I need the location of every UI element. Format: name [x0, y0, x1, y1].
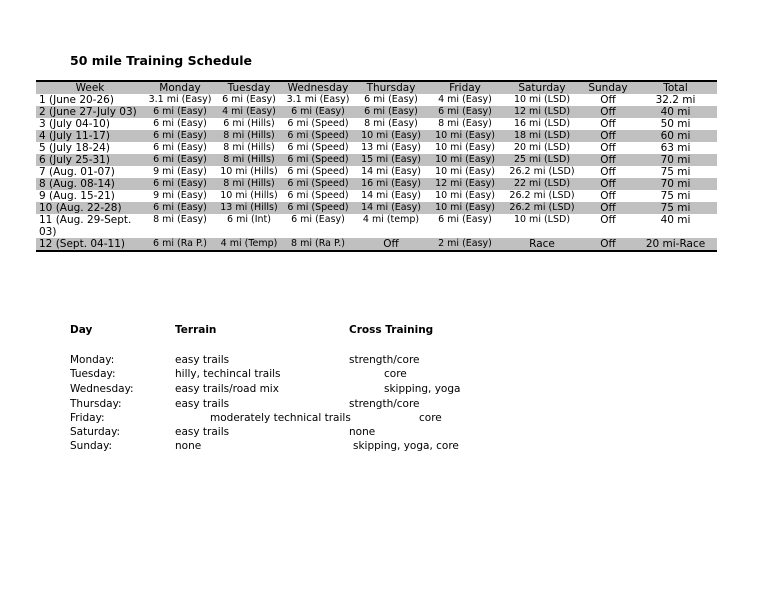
cell-monday: 6 mi (Easy) [144, 154, 216, 166]
notes-terrain: easy trails [175, 398, 230, 410]
cell-saturday: 25 mi (LSD) [502, 154, 582, 166]
cell-monday: 9 mi (Easy) [153, 166, 207, 177]
cell-week: 9 (Aug. 15-21) [39, 190, 115, 202]
cell-thursday: 8 mi (Easy) [364, 118, 418, 129]
table-row [36, 142, 717, 154]
cell-week: 10 (Aug. 22-28) [36, 202, 144, 214]
cell-monday: 9 mi (Easy) [153, 190, 207, 201]
cell-friday: 4 mi (Easy) [438, 94, 492, 105]
notes-terrain: easy trails [175, 426, 230, 438]
cell-wednesday: 6 mi (Speed) [282, 154, 354, 166]
cell-tuesday: 13 mi (Hills) [216, 202, 282, 214]
cell-sunday: Off [600, 166, 616, 178]
col-thursday: Thursday [354, 81, 428, 94]
table-row [36, 166, 717, 178]
cell-wednesday: 3.1 mi (Easy) [286, 94, 350, 105]
cell-week: 11 (Aug. 29-Sept. 03) [39, 214, 132, 238]
cell-friday: 6 mi (Easy) [438, 214, 492, 225]
table-row [36, 178, 717, 190]
cell-saturday: 22 mi (LSD) [502, 178, 582, 190]
notes-cross: strength/core [349, 354, 420, 366]
cell-friday: 10 mi (Easy) [435, 166, 495, 177]
table-row [36, 94, 717, 106]
notes-day: Tuesday: [70, 368, 116, 380]
notes-day: Monday: [70, 354, 115, 366]
cell-thursday: 6 mi (Easy) [364, 94, 418, 105]
cell-total: 70 mi [634, 178, 717, 190]
cell-monday: 8 mi (Easy) [153, 214, 207, 225]
cell-tuesday: 10 mi (Hills) [220, 190, 278, 201]
cell-total: 40 mi [634, 106, 717, 118]
notes-cross: strength/core [349, 398, 420, 410]
cell-week: 12 (Sept. 04-11) [36, 238, 144, 251]
cell-week: 7 (Aug. 01-07) [39, 166, 115, 178]
cell-tuesday: 4 mi (Easy) [216, 106, 282, 118]
cell-sunday: Off [582, 178, 634, 190]
cell-monday: 6 mi (Easy) [144, 106, 216, 118]
cell-tuesday: 8 mi (Hills) [216, 178, 282, 190]
cell-week: 6 (July 25-31) [36, 154, 144, 166]
cell-monday: 6 mi (Ra P.) [144, 238, 216, 251]
cell-sunday: Off [582, 238, 634, 251]
cell-thursday: 13 mi (Easy) [361, 142, 421, 153]
cell-week: 5 (July 18-24) [39, 142, 110, 154]
schedule-title: 50 mile Training Schedule [70, 53, 252, 68]
notes-day: Sunday: [70, 440, 113, 452]
cell-tuesday: 6 mi (Int) [227, 214, 271, 225]
cell-wednesday: 6 mi (Speed) [282, 202, 354, 214]
cell-sunday: Off [582, 130, 634, 142]
table-row [36, 130, 717, 142]
cell-thursday: Off [354, 238, 428, 251]
col-sunday: Sunday [582, 81, 634, 94]
cell-total: 50 mi [660, 118, 691, 130]
cell-monday: 6 mi (Easy) [144, 178, 216, 190]
notes-terrain-header: Terrain [175, 324, 217, 336]
notes-terrain: hilly, techincal trails [175, 368, 281, 380]
cell-tuesday: 4 mi (Temp) [216, 238, 282, 251]
cell-saturday: 16 mi (LSD) [513, 118, 571, 129]
col-tuesday: Tuesday [216, 81, 282, 94]
notes-terrain: easy trails [175, 354, 230, 366]
cell-monday: 6 mi (Easy) [153, 118, 207, 129]
cell-saturday: 26.2 mi (LSD) [502, 202, 582, 214]
notes-cross: skipping, yoga, core [353, 440, 459, 452]
cell-tuesday: 8 mi (Hills) [223, 142, 275, 153]
col-monday: Monday [144, 81, 216, 94]
cell-wednesday: 6 mi (Easy) [291, 214, 345, 225]
cell-wednesday: 6 mi (Speed) [287, 190, 349, 201]
cell-sunday: Off [582, 154, 634, 166]
cell-wednesday: 6 mi (Easy) [282, 106, 354, 118]
cell-thursday: 14 mi (Easy) [361, 190, 421, 201]
cell-total: 75 mi [660, 190, 691, 202]
cell-thursday: 16 mi (Easy) [354, 178, 428, 190]
table-row [36, 190, 717, 202]
notes-cross: none [349, 426, 376, 438]
cell-wednesday: 6 mi (Speed) [287, 142, 349, 153]
cell-tuesday: 8 mi (Hills) [216, 130, 282, 142]
cell-friday: 10 mi (Easy) [428, 130, 502, 142]
col-total: Total [634, 81, 717, 94]
table-row [36, 238, 717, 251]
cell-week: 3 (July 04-10) [39, 118, 110, 130]
cell-thursday: 10 mi (Easy) [354, 130, 428, 142]
cell-sunday: Off [582, 202, 634, 214]
cell-friday: 10 mi (Easy) [435, 190, 495, 201]
col-saturday: Saturday [502, 81, 582, 94]
notes-day: Thursday: [70, 398, 122, 410]
cell-saturday: 10 mi (LSD) [513, 94, 571, 105]
cell-friday: 10 mi (Easy) [435, 142, 495, 153]
cell-friday: 2 mi (Easy) [428, 238, 502, 251]
cell-monday: 6 mi (Easy) [144, 130, 216, 142]
cell-sunday: Off [600, 142, 616, 154]
cell-wednesday: 8 mi (Ra P.) [282, 238, 354, 251]
notes-terrain: easy trails/road mix [175, 383, 279, 395]
cell-wednesday: 6 mi (Speed) [282, 178, 354, 190]
cell-week: 2 (June 27-July 03) [36, 106, 144, 118]
cell-thursday: 14 mi (Easy) [354, 202, 428, 214]
cell-thursday: 14 mi (Easy) [361, 166, 421, 177]
cell-total: 32.2 mi [655, 94, 696, 106]
notes-terrain: none [175, 440, 202, 452]
notes-cross: core [384, 368, 407, 380]
cell-saturday: Race [502, 238, 582, 251]
cell-saturday: 12 mi (LSD) [502, 106, 582, 118]
cell-thursday: 15 mi (Easy) [354, 154, 428, 166]
cell-total: 63 mi [660, 142, 691, 154]
cell-tuesday: 10 mi (Hills) [220, 166, 278, 177]
cell-wednesday: 6 mi (Speed) [287, 118, 349, 129]
notes-day-header: Day [70, 324, 93, 336]
col-wednesday: Wednesday [282, 81, 354, 94]
cell-total: 60 mi [634, 130, 717, 142]
header-row [36, 81, 717, 94]
cell-wednesday: 6 mi (Speed) [282, 130, 354, 142]
cell-monday: 3.1 mi (Easy) [148, 94, 212, 105]
cell-saturday: 18 mi (LSD) [502, 130, 582, 142]
cell-thursday: 4 mi (temp) [362, 214, 420, 225]
notes-terrain: moderately technical trails [210, 412, 351, 424]
cell-sunday: Off [600, 94, 616, 106]
cell-sunday: Off [600, 118, 616, 130]
cell-friday: 12 mi (Easy) [428, 178, 502, 190]
table-row [36, 154, 717, 166]
cell-monday: 6 mi (Easy) [144, 202, 216, 214]
cell-tuesday: 6 mi (Easy) [222, 94, 276, 105]
cell-sunday: Off [600, 190, 616, 202]
cell-friday: 10 mi (Easy) [428, 154, 502, 166]
cell-saturday: 26.2 mi (LSD) [509, 166, 575, 177]
cell-sunday: Off [582, 106, 634, 118]
cell-tuesday: 6 mi (Hills) [223, 118, 275, 129]
cell-total: 75 mi [660, 166, 691, 178]
table-row [36, 106, 717, 118]
cell-week: 1 (June 20-26) [39, 94, 114, 106]
cell-saturday: 26.2 mi (LSD) [509, 190, 575, 201]
schedule-table [36, 80, 717, 252]
col-week: Week [36, 81, 144, 94]
cell-week: 4 (July 11-17) [36, 130, 144, 142]
cell-sunday: Off [600, 214, 616, 226]
cell-total: 20 mi-Race [634, 238, 717, 251]
table-row [36, 214, 717, 238]
notes-cross-header: Cross Training [349, 324, 434, 336]
cell-total: 40 mi [660, 214, 691, 226]
cell-saturday: 20 mi (LSD) [513, 142, 571, 153]
cell-total: 75 mi [634, 202, 717, 214]
notes-cross: core [419, 412, 442, 424]
cell-friday: 6 mi (Easy) [428, 106, 502, 118]
cell-week: 8 (Aug. 08-14) [36, 178, 144, 190]
notes-day: Saturday: [70, 426, 121, 438]
notes-cross: skipping, yoga [384, 383, 461, 395]
cell-friday: 8 mi (Easy) [438, 118, 492, 129]
cell-total: 70 mi [634, 154, 717, 166]
notes-day: Friday: [70, 412, 105, 424]
table-row [36, 118, 717, 130]
cell-wednesday: 6 mi (Speed) [287, 166, 349, 177]
col-friday: Friday [428, 81, 502, 94]
cell-friday: 10 mi (Easy) [428, 202, 502, 214]
table-row [36, 202, 717, 214]
cell-monday: 6 mi (Easy) [153, 142, 207, 153]
cell-thursday: 6 mi (Easy) [354, 106, 428, 118]
cell-saturday: 10 mi (LSD) [513, 214, 571, 225]
cell-tuesday: 8 mi (Hills) [216, 154, 282, 166]
notes-day: Wednesday: [70, 383, 134, 395]
